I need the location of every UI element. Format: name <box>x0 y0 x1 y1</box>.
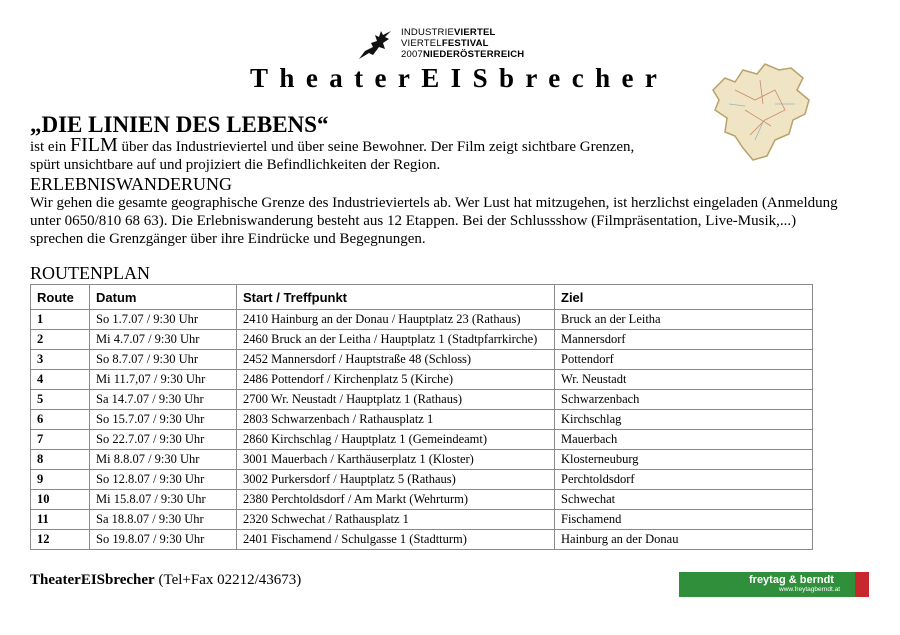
route-date: So 12.8.07 / 9:30 Uhr <box>90 470 237 490</box>
erlebnis-line-3: sprechen die Grenzgänger über ihre Eindrücke und Begegnungen. <box>30 231 426 247</box>
deer-antler-icon <box>355 29 397 63</box>
route-number: 9 <box>31 470 90 490</box>
route-number: 6 <box>31 410 90 430</box>
column-header-ziel: Ziel <box>555 285 813 310</box>
route-number: 11 <box>31 510 90 530</box>
erlebnis-heading: ERLEBNISWANDERUNG <box>30 174 232 194</box>
route-date: So 8.7.07 / 9:30 Uhr <box>90 350 237 370</box>
route-goal: Fischamend <box>555 510 813 530</box>
route-start: 3001 Mauerbach / Karthäuserplatz 1 (Kloster) <box>237 450 555 470</box>
region-map-icon <box>705 60 815 164</box>
table-row <box>31 330 813 350</box>
route-number: 12 <box>31 530 90 550</box>
erlebnis-line-1: Wir gehen die gesamte geographische Grenze des Industrieviertels ab. Wer Lust hat mitzugehen, ist herzlichst eingeladen (Anmeldung <box>30 195 838 211</box>
route-date: Mi 11.7,07 / 9:30 Uhr <box>90 370 237 390</box>
route-goal: Wr. Neustadt <box>555 370 813 390</box>
routenplan-heading: ROUTENPLAN <box>30 263 150 283</box>
route-start: 2320 Schwechat / Rathausplatz 1 <box>237 510 555 530</box>
route-start: 2860 Kirchschlag / Hauptplatz 1 (Gemeindeamt) <box>237 430 555 450</box>
table-row <box>31 510 813 530</box>
route-date: So 1.7.07 / 9:30 Uhr <box>90 310 237 330</box>
page-title: TheaterEISbrecher <box>250 63 669 93</box>
table-header-row <box>31 285 813 310</box>
table-row <box>31 490 813 510</box>
route-goal: Mauerbach <box>555 430 813 450</box>
route-goal: Perchtoldsdorf <box>555 470 813 490</box>
route-date: Mi 8.8.07 / 9:30 Uhr <box>90 450 237 470</box>
route-goal: Klosterneuburg <box>555 450 813 470</box>
route-start: 2460 Bruck an der Leitha / Hauptplatz 1 (Stadtpfarrkirche) <box>237 330 555 350</box>
table-row <box>31 530 813 550</box>
table-row <box>31 370 813 390</box>
route-date: So 15.7.07 / 9:30 Uhr <box>90 410 237 430</box>
route-start: 2700 Wr. Neustadt / Hauptplatz 1 (Rathaus) <box>237 390 555 410</box>
logo-line-2: VIERTELFESTIVAL <box>401 38 489 49</box>
route-start: 2452 Mannersdorf / Hauptstraße 48 (Schloss) <box>237 350 555 370</box>
table-row <box>31 350 813 370</box>
route-number: 2 <box>31 330 90 350</box>
intro-line-1: ist ein FILM über das Industrieviertel und über seine Bewohner. Der Film zeigt sichtbare Grenzen, <box>30 134 635 156</box>
route-start: 2401 Fischamend / Schulgasse 1 (Stadtturm) <box>237 530 555 550</box>
route-number: 5 <box>31 390 90 410</box>
footer-name: TheaterEISbrecher <box>30 572 155 588</box>
column-header-start: Start / Treffpunkt <box>237 285 555 310</box>
table-row <box>31 410 813 430</box>
intro-line-2: spürt unsichtbare auf und projiziert die Befindlichkeiten der Region. <box>30 157 441 173</box>
route-goal: Bruck an der Leitha <box>555 310 813 330</box>
footer-phone: (Tel+Fax 02212/43673) <box>158 572 302 588</box>
route-number: 4 <box>31 370 90 390</box>
route-start: 2803 Schwarzenbach / Rathausplatz 1 <box>237 410 555 430</box>
route-goal: Pottendorf <box>555 350 813 370</box>
route-number: 8 <box>31 450 90 470</box>
logo-line-1: INDUSTRIEVIERTEL <box>401 27 496 38</box>
route-goal: Kirchschlag <box>555 410 813 430</box>
route-number: 10 <box>31 490 90 510</box>
sponsor-logo <box>679 572 869 597</box>
table-row <box>31 390 813 410</box>
route-date: Mi 4.7.07 / 9:30 Uhr <box>90 330 237 350</box>
route-goal: Mannersdorf <box>555 330 813 350</box>
route-goal: Hainburg an der Donau <box>555 530 813 550</box>
column-header-route: Route <box>31 285 90 310</box>
route-start: 2410 Hainburg an der Donau / Hauptplatz 23 (Rathaus) <box>237 310 555 330</box>
route-table <box>30 284 813 550</box>
sponsor-name: freytag & berndt <box>749 574 834 586</box>
route-start: 2380 Perchtoldsdorf / Am Markt (Wehrturm) <box>237 490 555 510</box>
table-row <box>31 430 813 450</box>
route-date: Sa 14.7.07 / 9:30 Uhr <box>90 390 237 410</box>
festival-logo <box>355 27 555 65</box>
route-goal: Schwarzenbach <box>555 390 813 410</box>
route-date: Sa 18.8.07 / 9:30 Uhr <box>90 510 237 530</box>
route-date: So 22.7.07 / 9:30 Uhr <box>90 430 237 450</box>
column-header-datum: Datum <box>90 285 237 310</box>
route-start: 2486 Pottendorf / Kirchenplatz 5 (Kirche) <box>237 370 555 390</box>
route-number: 7 <box>31 430 90 450</box>
route-goal: Schwechat <box>555 490 813 510</box>
film-title: „DIE LINIEN DES LEBENS“ <box>30 112 329 137</box>
table-row <box>31 470 813 490</box>
route-date: So 19.8.07 / 9:30 Uhr <box>90 530 237 550</box>
erlebnis-line-2: unter 0650/810 68 63). Die Erlebniswanderung besteht aus 12 Etappen. Bei der Schlussshow (Filmpräsentation, Live-Musik,...) <box>30 213 797 229</box>
route-number: 3 <box>31 350 90 370</box>
sponsor-url: www.freytagberndt.at <box>779 586 841 593</box>
route-date: Mi 15.8.07 / 9:30 Uhr <box>90 490 237 510</box>
logo-line-3: 2007NIEDERÖSTERREICH <box>401 49 525 60</box>
sponsor-red-stripe <box>855 572 869 597</box>
table-row <box>31 310 813 330</box>
footer-contact <box>30 572 301 589</box>
table-row <box>31 450 813 470</box>
route-number: 1 <box>31 310 90 330</box>
route-start: 3002 Purkersdorf / Hauptplatz 5 (Rathaus) <box>237 470 555 490</box>
